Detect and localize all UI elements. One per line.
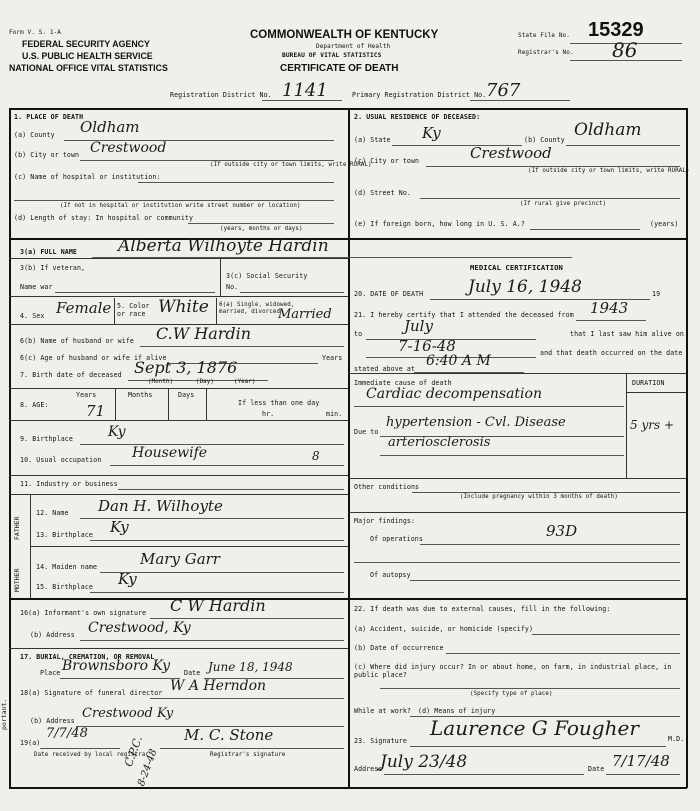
war-name-label: Name war — [20, 283, 53, 291]
autopsy-label: Of autopsy — [370, 571, 411, 579]
length-of-stay-units: (years, months or days) — [220, 226, 303, 232]
color-race-value: White — [158, 297, 209, 317]
registrar-received-value: 7/7/48 — [46, 726, 88, 741]
registration-district-label: Registration District No. — [170, 91, 272, 99]
residence-city-label: (c) City or town — [354, 157, 420, 165]
physician-date-value: 7/17/48 — [612, 752, 670, 770]
local-registrar-note: Registrar's signature — [210, 752, 286, 758]
form-number: Form V. S. 1-A — [9, 29, 61, 36]
residence-county-label: (b) County — [524, 136, 565, 144]
death-county-label: (a) County — [14, 131, 55, 139]
death-county-value: Oldham — [80, 118, 140, 136]
age-min-label: min. — [326, 410, 343, 418]
father-birthplace-label: 13. Birthplace — [36, 531, 93, 539]
agency-line-3: NATIONAL OFFICE VITAL STATISTICS — [9, 63, 168, 73]
due-to-value-1: hypertension - Cvl. Disease — [386, 415, 566, 430]
attended-to-label: to — [354, 330, 363, 338]
state-file-number: 15329 — [588, 19, 644, 41]
burial-date-label: Date — [184, 669, 201, 677]
informant-signature-value: C W Hardin — [170, 596, 266, 615]
birth-date-value: Sept 3, 1876 — [134, 358, 238, 377]
means-of-injury-label: (d) Means of injury — [418, 707, 496, 715]
due-to-duration: 5 yrs + — [630, 418, 674, 432]
death-city-label: (b) City or town — [14, 151, 80, 159]
primary-district-number: 767 — [486, 80, 521, 101]
birth-month-label: (Month) — [148, 379, 174, 385]
sex-label: 4. Sex — [20, 312, 45, 320]
age-months-label: Months — [128, 391, 153, 399]
birth-day-label: (Day) — [196, 379, 214, 385]
social-security-no-label: No. — [226, 283, 239, 291]
place-of-death-label: 1. PLACE OF DEATH — [14, 113, 84, 121]
burial-place-value: Brownsboro Ky — [62, 658, 171, 674]
due-to-value-2: arteriosclerosis — [388, 435, 491, 450]
attended-to-value: July — [404, 317, 433, 335]
father-birthplace-value: Ky — [110, 518, 129, 536]
residence-city-value: Crestwood — [470, 144, 552, 162]
md-label: M.D. — [668, 735, 685, 743]
physician-date-label: Date — [588, 765, 605, 773]
operations-value: 93D — [546, 522, 578, 540]
date-of-death-label: 20. DATE OF DEATH — [354, 290, 424, 298]
occupation-value: Housewife — [132, 445, 208, 461]
rural-note: (If rural give precinct) — [520, 201, 607, 207]
attended-from-value: 1943 — [590, 299, 629, 317]
director-address-label: (b) Address — [30, 717, 75, 725]
residence-county-value: Oldham — [574, 120, 642, 140]
funeral-director-label: 18(a) Signature of funeral director — [20, 689, 163, 697]
director-address-value: Crestwood Ky — [82, 706, 174, 721]
informant-address-value: Crestwood, Ky — [88, 620, 191, 636]
burial-date-value: June 18, 1948 — [208, 660, 293, 674]
last-seen-value: 7-16-48 — [398, 337, 456, 355]
bureau-line: BUREAU OF VITAL STATISTICS — [282, 52, 382, 59]
occupation-mark: 8 — [312, 449, 320, 463]
side-margin-label: portant. — [0, 698, 8, 730]
date-of-death-value: July 16, 1948 — [468, 277, 582, 297]
hospital-label: (c) Name of hospital or institution: — [14, 173, 161, 181]
mother-name-label: 14. Maiden name — [36, 563, 98, 571]
while-at-work-label: While at work? — [354, 707, 411, 715]
veteran-label: 3(b) If veteran, — [20, 264, 86, 272]
state-file-label: State File No. — [518, 32, 570, 39]
street-label: (d) Street No. — [354, 189, 411, 197]
residence-label: 2. USUAL RESIDENCE OF DECEASED: — [354, 113, 481, 121]
color-race-label: 5. Color or race — [117, 302, 150, 318]
physician-signature-label: 23. Signature — [354, 737, 407, 745]
injury-location-label: (c) Where did injury occur? In or about home, on farm, in industrial place, in public place? — [354, 663, 672, 679]
residence-state-value: Ky — [422, 124, 441, 142]
primary-district-label: Primary Registration District No. — [352, 91, 487, 99]
registrar-number-label: Registrar's No. — [518, 49, 574, 56]
father-group-label: FATHER — [13, 516, 21, 540]
birth-date-label: 7. Birth date of deceased — [20, 371, 122, 379]
physician-address-value: July 23/48 — [380, 752, 468, 772]
mother-birthplace-label: 15. Birthplace — [36, 583, 93, 591]
birthplace-value: Ky — [108, 424, 126, 440]
spouse-age-label: 6(c) Age of husband or wife if alive — [20, 354, 167, 362]
foreign-born-label: (e) If foreign born, how long in U. S. A.? — [354, 220, 525, 228]
registration-district-number: 1141 — [282, 80, 328, 101]
attended-from-label: 21. I hereby certify that I attended the deceased from — [354, 311, 574, 319]
length-of-stay-label: (d) Length of stay: In hospital or community — [14, 214, 194, 222]
burial-place-label: Place — [40, 669, 61, 677]
marital-status-value: Married — [278, 307, 332, 322]
accident-label: (a) Accident, suicide, or homicide (specify) — [354, 625, 534, 633]
full-name-label: 3(a) FULL NAME — [20, 248, 77, 256]
major-findings-label: Major findings: — [354, 517, 416, 525]
death-occurred-label: and that death occurred on the date — [540, 349, 683, 357]
birthplace-label: 9. Birthplace — [20, 435, 73, 443]
spouse-name-label: 6(b) Name of husband or wife — [20, 337, 134, 345]
social-security-label: 3(c) Social Security — [226, 272, 308, 280]
last-seen-label: that I last saw him alive on — [570, 330, 684, 338]
external-causes-heading: 22. If death was due to external causes, fill in the following: — [354, 605, 611, 613]
due-to-label: Due to — [354, 428, 379, 436]
stamp-date: 8-24-48 — [136, 747, 160, 788]
registrar-number: 86 — [612, 38, 638, 62]
hospital-note: (If not in hospital or institution write street number or location) — [60, 203, 301, 209]
local-registrar-signature: M. C. Stone — [184, 726, 274, 744]
spouse-name-value: C.W Hardin — [156, 324, 252, 343]
stamp-initials: C.P.C. — [122, 734, 146, 769]
physician-address-label: Address — [354, 765, 383, 773]
immediate-cause-label: Immediate cause of death — [354, 379, 452, 387]
physician-signature-value: Laurence G Fougher — [430, 716, 639, 740]
informant-signature-label: 16(a) Informant's own signature — [20, 609, 147, 617]
industry-label: 11. Industry or business — [20, 480, 118, 488]
stated-above-label: stated above at — [354, 365, 416, 373]
full-name-value: Alberta Wilhoyte Hardin — [118, 236, 329, 256]
under-day-label: If less than one day — [238, 399, 320, 407]
age-years-label: Years — [76, 391, 97, 399]
birth-year-label: (Year) — [234, 379, 256, 385]
medical-certification-label: MEDICAL CERTIFICATION — [470, 263, 563, 272]
marital-status-label: 6(a) Single, widowed, married, divorced — [219, 302, 295, 315]
duration-header: DURATION — [632, 379, 665, 387]
other-conditions-label: Other conditions — [354, 483, 420, 491]
burial-section-label: 17. BURIAL, CREMATION, OR REMOVAL — [20, 653, 155, 661]
date-of-occurrence-label: (b) Date of occurrence — [354, 644, 444, 652]
father-name-value: Dan H. Wilhoyte — [98, 497, 223, 515]
mother-birthplace-value: Ky — [118, 570, 137, 588]
date-of-death-year-suffix: 19 — [652, 290, 661, 298]
age-years-value: 71 — [86, 402, 106, 420]
residence-city-note: (If outside city or town limits, write RURAL) — [528, 168, 690, 174]
occupation-label: 10. Usual occupation — [20, 456, 102, 464]
residence-state-label: (a) State — [354, 136, 391, 144]
operations-label: Of operations — [370, 535, 423, 543]
state-name: COMMONWEALTH OF KENTUCKY — [250, 29, 439, 41]
informant-address-label: (b) Address — [30, 631, 75, 639]
age-label: 8. AGE: — [20, 401, 49, 409]
age-hr-label: hr. — [262, 410, 275, 418]
agency-line-1: FEDERAL SECURITY AGENCY — [22, 39, 150, 49]
specify-place-note: (Specify type of place) — [470, 691, 553, 697]
agency-line-2: U.S. PUBLIC HEALTH SERVICE — [22, 51, 153, 61]
time-of-death-value: 6:40 A M — [426, 353, 491, 369]
death-city-value: Crestwood — [90, 140, 167, 156]
death-city-note: (If outside city or town limits, write RURAL) — [210, 162, 372, 168]
mother-name-value: Mary Garr — [140, 550, 220, 568]
immediate-cause-value: Cardiac decompensation — [366, 386, 542, 402]
funeral-director-value: W A Herndon — [170, 678, 267, 694]
registrar-received-label: 19(a) — [20, 739, 41, 747]
department-line: Department of Health — [316, 43, 391, 50]
spouse-age-units: Years — [322, 354, 343, 362]
age-days-label: Days — [178, 391, 195, 399]
mother-group-label: MOTHER — [13, 568, 21, 592]
certificate-title: CERTIFICATE OF DEATH — [280, 63, 399, 74]
registrar-received-note: Date received by local registrar — [34, 752, 149, 758]
father-name-label: 12. Name — [36, 509, 69, 517]
sex-value: Female — [56, 299, 112, 317]
pregnancy-note: (Include pregnancy within 3 months of death) — [460, 494, 618, 500]
foreign-born-units: (years) — [650, 220, 679, 228]
